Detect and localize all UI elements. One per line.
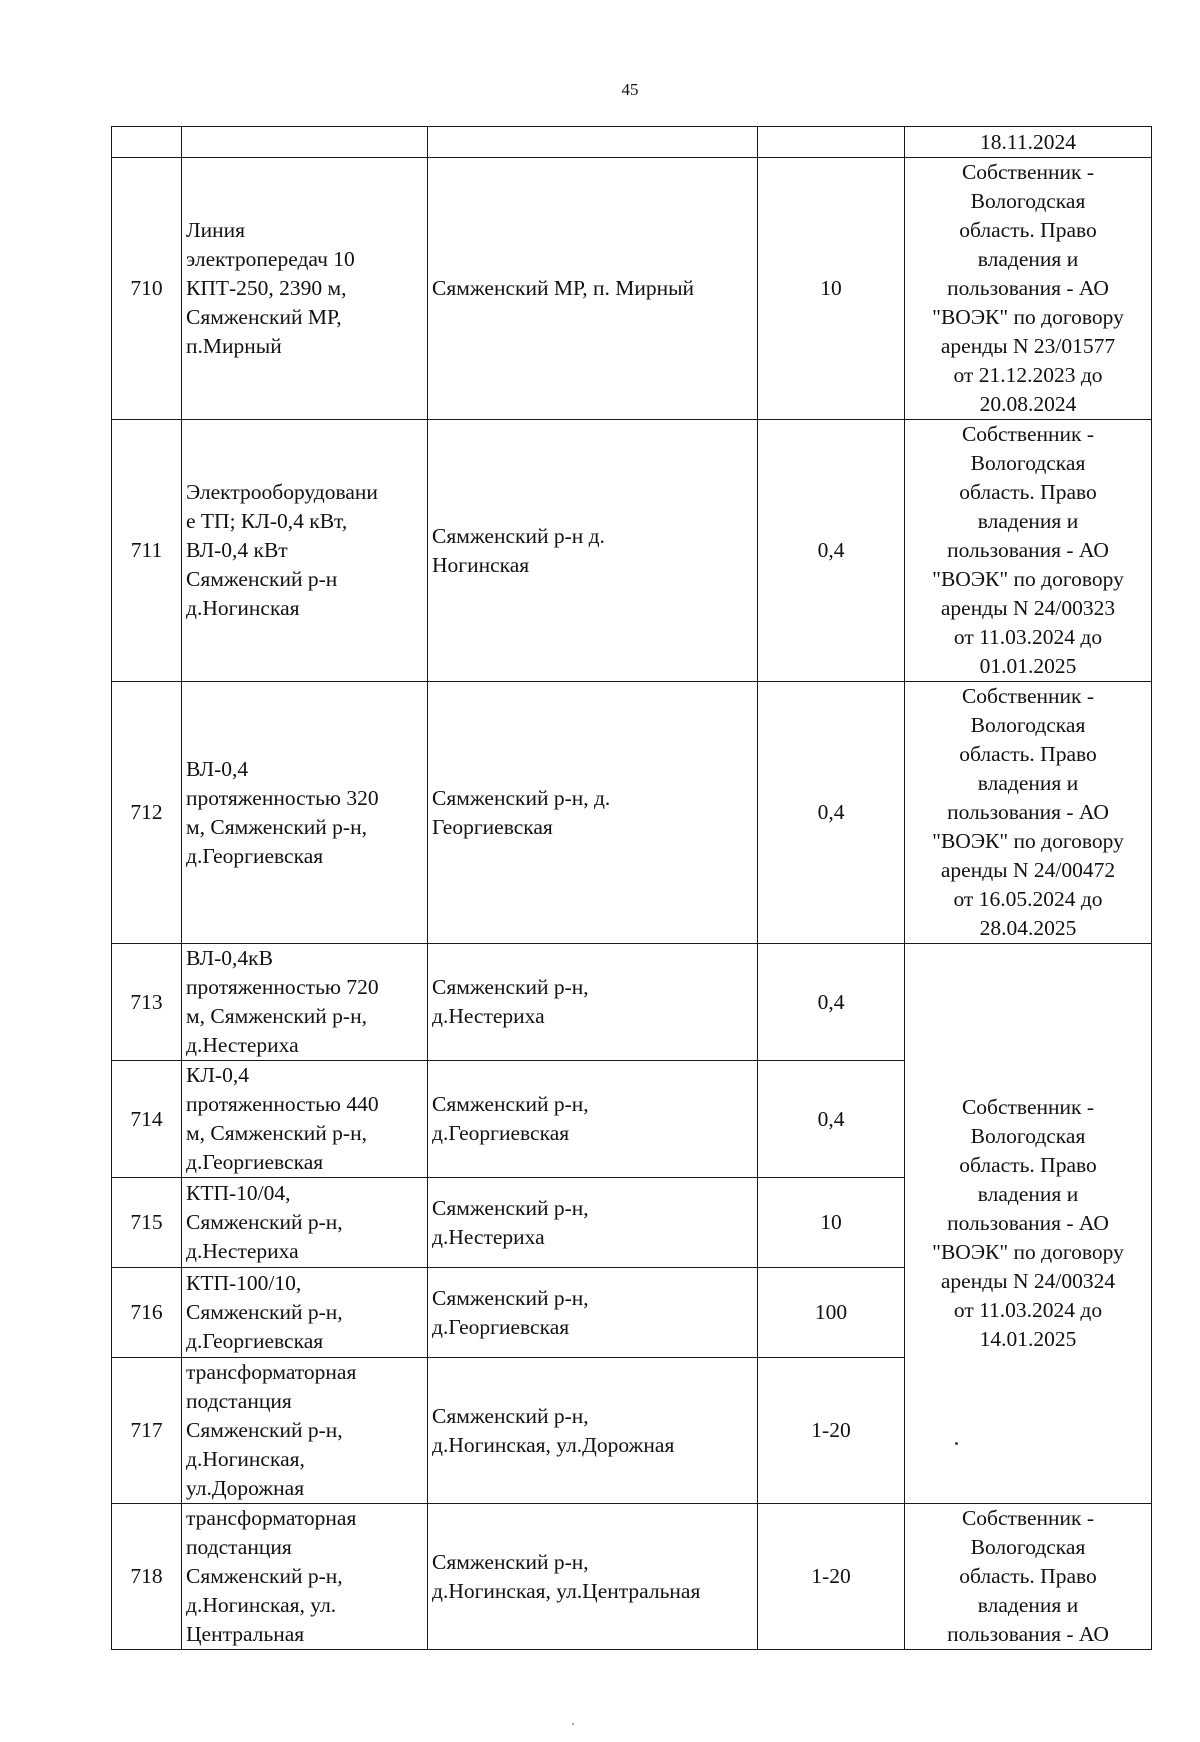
voltage-cell — [758, 127, 905, 158]
row-number-cell: 712 — [112, 682, 182, 944]
object-name-cell: КЛ-0,4 протяженностью 440 м, Сямженский р-н, д.Георгиевская — [182, 1061, 428, 1178]
property-registry-table — [111, 126, 1152, 1650]
voltage-cell: 0,4 — [758, 682, 905, 944]
table-row — [112, 682, 1152, 944]
row-number-cell: 715 — [112, 1178, 182, 1268]
voltage-cell: 0,4 — [758, 1061, 905, 1178]
owner-cell: 18.11.2024 — [905, 127, 1152, 158]
object-name-cell: трансформаторная подстанция Сямженский р-н, д.Ногинская, ул. Центральная — [182, 1504, 428, 1650]
owner-cell-merged: Собственник - Вологодская область. Право владения и пользования - АО "ВОЭК" по договору аренды N 24/00324 от 11.03.2024 до 14.01.2025 — [905, 944, 1152, 1504]
object-name-cell: Линия электропередач 10 КПТ-250, 2390 м, Сямженский МР, п.Мирный — [182, 158, 428, 420]
object-name-cell: ВЛ-0,4кВ протяженностью 720 м, Сямженский р-н, д.Нестериха — [182, 944, 428, 1061]
row-number-cell: 710 — [112, 158, 182, 420]
row-number-cell: 718 — [112, 1504, 182, 1650]
row-number-cell: 714 — [112, 1061, 182, 1178]
row-number-cell: 717 — [112, 1358, 182, 1504]
location-cell: Сямженский р-н, д.Георгиевская — [428, 1268, 758, 1358]
voltage-cell: 10 — [758, 1178, 905, 1268]
owner-cell: Собственник - Вологодская область. Право владения и пользования - АО — [905, 1504, 1152, 1650]
object-name-cell: ВЛ-0,4 протяженностью 320 м, Сямженский р-н, д.Георгиевская — [182, 682, 428, 944]
table-row — [112, 944, 1152, 1061]
table-row — [112, 158, 1152, 420]
owner-cell: Собственник - Вологодская область. Право владения и пользования - АО "ВОЭК" по договору аренды N 24/00472 от 16.05.2024 до 28.04.2025 — [905, 682, 1152, 944]
location-cell: Сямженский р-н, д.Нестериха — [428, 944, 758, 1061]
voltage-cell: 1-20 — [758, 1358, 905, 1504]
location-cell: Сямженский р-н д. Ногинская — [428, 420, 758, 682]
voltage-cell: 0,4 — [758, 944, 905, 1061]
voltage-cell: 1-20 — [758, 1504, 905, 1650]
location-cell — [428, 127, 758, 158]
scan-speck — [955, 1442, 958, 1445]
voltage-cell: 10 — [758, 158, 905, 420]
owner-cell: Собственник - Вологодская область. Право владения и пользования - АО "ВОЭК" по договору аренды N 23/01577 от 21.12.2023 до 20.08.2024 — [905, 158, 1152, 420]
scan-speck — [572, 1723, 574, 1725]
location-cell: Сямженский р-н, д.Нестериха — [428, 1178, 758, 1268]
row-number-cell: 716 — [112, 1268, 182, 1358]
page-number: 45 — [621, 80, 639, 99]
object-name-cell: КТП-100/10, Сямженский р-н, д.Георгиевская — [182, 1268, 428, 1358]
table-row — [112, 420, 1152, 682]
location-cell: Сямженский р-н, д.Георгиевская — [428, 1061, 758, 1178]
voltage-cell: 0,4 — [758, 420, 905, 682]
object-name-cell: Электрооборудовани е ТП; КЛ-0,4 кВт, ВЛ-0,4 кВт Сямженский р-н д.Ногинская — [182, 420, 428, 682]
row-number-cell: 711 — [112, 420, 182, 682]
location-cell: Сямженский МР, п. Мирный — [428, 158, 758, 420]
owner-cell: Собственник - Вологодская область. Право владения и пользования - АО "ВОЭК" по договору аренды N 24/00323 от 11.03.2024 до 01.01.2025 — [905, 420, 1152, 682]
object-name-cell: КТП-10/04, Сямженский р-н, д.Нестериха — [182, 1178, 428, 1268]
location-cell: Сямженский р-н, д.Ногинская, ул.Центральная — [428, 1504, 758, 1650]
row-number-cell: 713 — [112, 944, 182, 1061]
table-row — [112, 1504, 1152, 1650]
row-number-cell — [112, 127, 182, 158]
object-name-cell: трансформаторная подстанция Сямженский р-н, д.Ногинская, ул.Дорожная — [182, 1358, 428, 1504]
voltage-cell: 100 — [758, 1268, 905, 1358]
location-cell: Сямженский р-н, д. Георгиевская — [428, 682, 758, 944]
location-cell: Сямженский р-н, д.Ногинская, ул.Дорожная — [428, 1358, 758, 1504]
object-name-cell — [182, 127, 428, 158]
table-row-continuation — [112, 127, 1152, 158]
